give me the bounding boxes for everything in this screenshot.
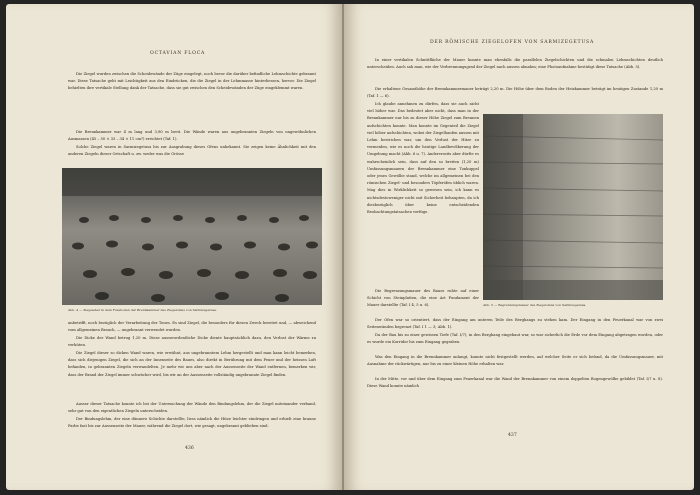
left-paragraph-bottom: anbetrifft, noch bezüglich der Verarbeitung der Tones. Es sind Ziegel, die besonders für diesen Zweck bereitet und, — abweichend vom allgemeinen Brauch, — ungebrannt verwendet wurden. — [68, 321, 316, 333]
right-paragraph-top-2: Die erhaltene Gesamthöhe der Brennkammermauer beträgt 2,20 m. Die Höhe über dem Boden der Heizkammer beträgt im heutigen Zustande 1,20 m (Taf. 1 — 6). — [367, 87, 663, 99]
left-page-number: 436 — [185, 446, 194, 451]
right-page-number: 437 — [508, 433, 517, 438]
right-paragraph-top: In einer vertikalen Schnittfläche der Mauer konnte man ebenfalls die parallelen Ziegelschichten und die schmalen Lehmschichten deutlich unterscheiden. Auch sah man, wie der Verbrennungsgrad der Ziegel nach aussen abnahm; eine Photoaufnahme bestätigt diese Tatsache (Abb. 5). — [367, 58, 663, 70]
left-page — [6, 4, 342, 490]
left-paragraph-bottom-5: Der Bindungslehm, der eine dünnere Schichte darstellte, liess nämlich die Hitze leichter eindringen und erhielt eine braune Farbe fast bis zur Aussenseite der Mauer, während die Ziegel dort, wie gesagt, ungebrannt geblieben sind. — [68, 417, 316, 429]
right-paragraph-column: Ich glaube annehmen zu dürfen, dass sie auch nicht viel höher war. Das bedeutet aber nicht, dass man in der Brennkammer nur bis zu dieser Höhe Ziegel zum Brennen aufschichten konnte. Man konnte im Gegenteil die Ziegel viel höher aufschichten, wobei der Ziegelhaufen aussen mit Lehm bestrichen war, um den Verlust der Hitze zu vermeiden, wie es noch die heutige Landbevölkerung der Umgebung macht (Abb. 6 u. 7). Andererseits aber dürfte es wahrscheinlich sein, dass auf den so breiten (1,20 m) Umfassungsmauern der Brennkammer eine Tonkuppel oder jenes Gewölbe stand, welche im allgemeinen bei den römischen Ziegel- und besonders Töpferöfen üblich waren. Mag dies in Wirklichkeit so gewesen sein, ich kann es nichtsdestoweniger nicht mit Sicherheit behaupten, da ich diesbezüglich über keine entscheidenden Beobachtungstatsachen verfüge. — [367, 102, 479, 215]
figure-4-kiln-floor-photo — [62, 168, 322, 305]
right-paragraph-bottom-4: In der Mitte, vor und über dem Eingang zum Feuerkanal war die Wand der Brennkammer von einem doppelten Bogengewölbe gebildet (Taf. I/7 u. 8). Diese Wand konnte nämlich — [367, 377, 663, 389]
right-paragraph-column-2: Die Begrenzungsmauer des Baues ruhte auf einer Schicht von Steinplatten, die eine Art Fundament der Mauer darstellte (Taf. I 4, 5 u. 6). — [367, 289, 479, 308]
right-page — [344, 4, 694, 490]
right-paragraph-bottom-3: Was den Eingang in die Brennkammer anlangt, konnte nicht festgestellt werden, auf welcher Seite er sich befand, da die Umfassungsmauer, mit Ausnahme der rückwärtigen, nur bis zu einer kleinen Höhe erhalten war. — [367, 355, 663, 367]
left-paragraph-top-2: Die Brennkammer war 4 m lang und 3,80 m breit. Die Wände waren aus ungebrannten Ziegeln von ungewöhnlichen Ausmassen (45 – 50 × 33 – 34 × 11 cm?) errichtet (Taf. 1). — [68, 130, 316, 142]
left-paragraph-top-3: Solche Ziegel waren in Sarmizegetusa bis zur Ausgrabung dieses Ofens unbekannt. Sie zeigen keine Ähnlichkeit mit den anderen Ziegeln dieser Ortschaft u. zw. weder was die Grösse — [68, 145, 316, 157]
left-running-head: OCTAVIAN FLOCA — [150, 51, 206, 56]
right-paragraph-bottom-2: Da der Bau bis zu einer gewissen Tiefe (Taf. I/7), in den Berghang eingebaut war, so war sicherlich die Erde vor dem Eingang abgetragen worden, oder es wurde ein Korridor bis zum Eingang gegraben. — [367, 333, 663, 345]
figure-4-caption: Abb. 4 — Ziegeleher in dem Fussboden der Brennkammer des Ziegelofens von Sarmizegetusa. — [68, 308, 217, 312]
left-paragraph-bottom-4: Ausser dieser Tatsache konnte ich bei der Untersuchung der Wände den Bindungslehm, der die Ziegel miteinander verband, sehr gut von den eigentlichen Ziegeln unterscheiden. — [68, 402, 316, 414]
right-running-head: DER RÖMISCHE ZIEGELOFEN VON SARMIZEGETUSA — [430, 40, 595, 45]
left-paragraph-bottom-3: Die Ziegel dieser so dicken Wand waren, wie erwähnt, aus ungebranntem Lehm hergestellt und man kann leicht bemerken, dass sich diejenigen Ziegel, die sich an der Innenseite des Baues, also direkt in Berührung mit dem Feuer und der heissen Luft befanden, in gebrannten Ziegeln verwandelten. Je mehr wir uns aber nach der Aussenseite der Wand entfernen, bemerken wir, dass der Brand der Ziegel immer schwächer wird, bis wir an der Aussenseite vollständig ungebrannte Ziegel finden. — [68, 351, 316, 377]
figure-5-caption: Abb. 5 — Begrenzungsmauer des Ziegelofens von Sarmizegetusa. — [483, 303, 587, 307]
right-paragraph-bottom: Der Ofen war so orientiert, dass der Eingang am unteren Teile des Berghangs zu stehen kam. Der Eingang in den Feuerkanal war von zwei Seitenwänden begrenzt (Taf. I 1 — 3; Abb. 1). — [367, 318, 663, 330]
left-paragraph-bottom-2: Die Dicke der Wand betrug 1,20 m. Diese ausserordentliche Dicke diente hauptsächlich dazu, den Verlust der Wärme zu verhüten. — [68, 336, 316, 348]
left-paragraph-top: Die Ziegel wurden zwischen die Scheidewände der Züge eingelegt, noch bevor die darüber befindliche Lehmschichte gebrannt war. Diese Tatsache geht mit Leichtigkeit aus den Eindrücken, die die Ziegel in der Lehmmasse hinterliessen, hervor. Die Ziegel behielten ihre vertikale Stellung dank der Tatsache, dass sie gut zwischen den Scheidewänden der Züge eingeklemmt waren. — [68, 72, 316, 91]
figure-5-wall-photo — [483, 114, 663, 300]
